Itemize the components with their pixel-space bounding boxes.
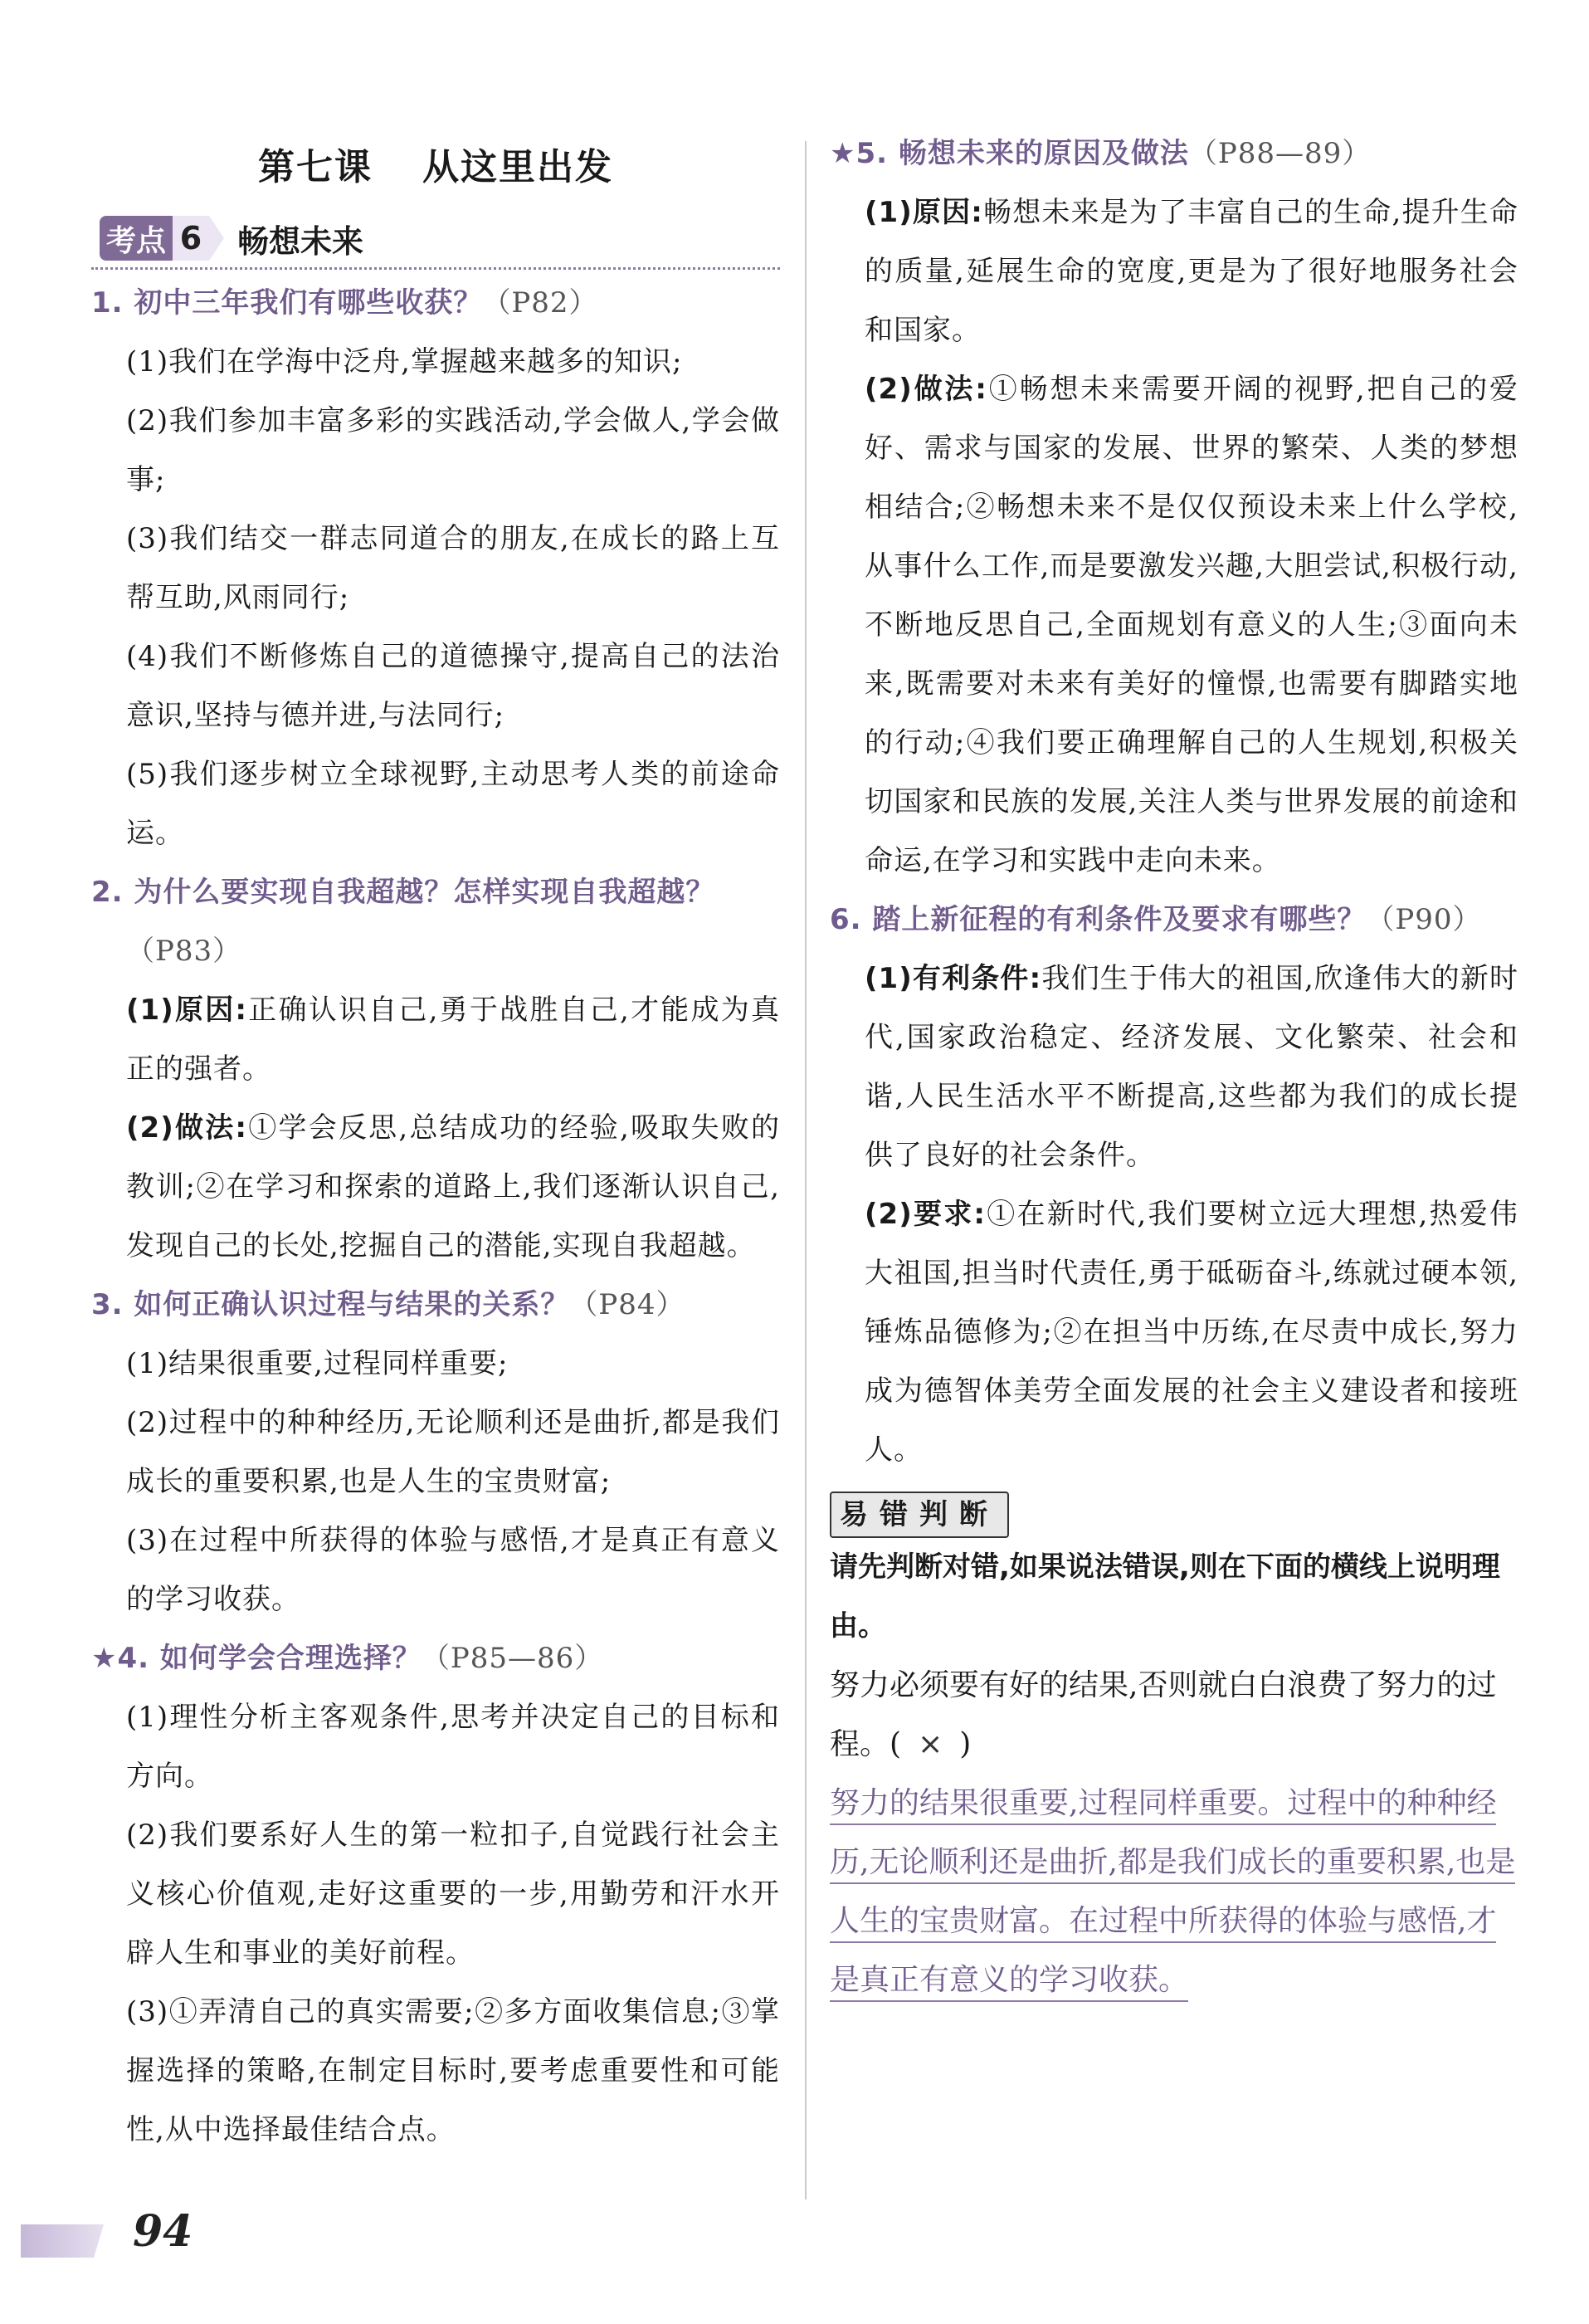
lesson-name: 从这里出发 <box>422 146 613 188</box>
error-judgment-statement: 努力必须要有好的结果,否则就白白浪费了努力的过程。( × ) <box>830 1668 1497 1761</box>
question-5: ★5. 畅想未来的原因及做法（P88—89） <box>830 137 1372 170</box>
question-1: 1. 初中三年我们有哪些收获？（P82） <box>91 286 598 320</box>
wrong-mark-icon: × <box>918 1727 943 1761</box>
answer-3-2: (2)过程中的种种经历,无论顺利还是曲折,都是我们成长的重要积累,也是人生的宝贵财富; <box>126 1406 780 1498</box>
error-judgment-answer: 努力的结果很重要,过程同样重要。过程中的种种经历,无论顺利还是曲折,都是我们成长的重要积累,也是人生的宝贵财富。在过程中所获得的体验与感悟,才是真正有意义的学习收获。 <box>830 1774 1518 2009</box>
lesson-title <box>91 137 780 190</box>
footer-decoration <box>21 2224 104 2258</box>
exam-point-number: 6 <box>173 216 209 261</box>
dotted-divider <box>91 267 780 270</box>
exam-point-header <box>100 212 363 265</box>
answer-1-2: (2)我们参加丰富多彩的实践活动,学会做人,学会做事; <box>126 404 780 496</box>
answer-2-2: (2)做法:①学会反思,总结成功的经验,吸取失败的教训;②在学习和探索的道路上,我们逐渐认识自己,发现自己的长处,挖掘自己的潜能,实现自我超越。 <box>126 1111 780 1262</box>
answer-3-1: (1)结果很重要,过程同样重要; <box>126 1347 509 1380</box>
right-questions <box>830 124 1518 2009</box>
lesson-number: 第七课 <box>258 146 373 188</box>
question-2: 2. 为什么要实现自我超越？怎样实现自我超越？（P83） <box>91 876 715 968</box>
answer-5-2: (2)做法:①畅想未来需要开阔的视野,把自己的爱好、需求与国家的发展、世界的繁荣、人类的梦想相结合;②畅想未来不是仅仅预设未来上什么学校,从事什么工作,而是要激发兴趣,大胆尝试,积极行动,不断地反思自己,全面规划有意义的人生;③面向未来,既需要对未来有美好的憧憬,也需要有脚踏实地的行动;④我们要正确理解自己的人生规划,积极关切国家和民族的发展,关注人类与世界发展的前途和命运,在学习和实践中走向未来。 <box>865 373 1518 877</box>
answer-1-5: (5)我们逐步树立全球视野,主动思考人类的前途命运。 <box>126 758 780 850</box>
answer-4-2: (2)我们要系好人生的第一粒扣子,自觉践行社会主义核心价值观,走好这重要的一步,用勤劳和汗水开辟人生和事业的美好前程。 <box>126 1819 780 1970</box>
error-judgment-section <box>830 1480 1518 2009</box>
answer-2-1: (1)原因:正确认识自己,勇于战胜自己,才能成为真正的强者。 <box>126 994 780 1086</box>
answer-4-3: (3)①弄清自己的真实需要;②多方面收集信息;③掌握选择的策略,在制定目标时,要考虑重要性和可能性,从中选择最佳结合点。 <box>126 1995 780 2146</box>
error-judgment-instruction: 请先判断对错,如果说法错误,则在下面的横线上说明理由。 <box>830 1550 1500 1643</box>
answer-5-1: (1)原因:畅想未来是为了丰富自己的生命,提升生命的质量,延展生命的宽度,更是为了很好地服务社会和国家。 <box>865 196 1518 347</box>
answer-6-1: (1)有利条件:我们生于伟大的祖国,欣逢伟大的新时代,国家政治稳定、经济发展、文化繁荣、社会和谐,人民生活水平不断提高,这些都为我们的成长提供了良好的社会条件。 <box>865 962 1518 1172</box>
exam-point-label: 考点 <box>100 216 173 261</box>
question-6: 6. 踏上新征程的有利条件及要求有哪些？（P90） <box>830 903 1482 936</box>
question-3: 3. 如何正确认识过程与结果的关系？（P84） <box>91 1288 685 1321</box>
answer-1-4: (4)我们不断修炼自己的道德操守,提高自己的法治意识,坚持与德并进,与法同行; <box>126 640 780 732</box>
answer-1-3: (3)我们结交一群志同道合的朋友,在成长的路上互帮互助,风雨同行; <box>126 522 780 614</box>
question-4: ★4. 如何学会合理选择？（P85—86） <box>91 1642 604 1675</box>
column-divider <box>805 141 807 2200</box>
page-number: 94 <box>133 2206 193 2257</box>
error-judgment-label: 易错判断 <box>830 1492 1009 1538</box>
left-questions <box>91 274 780 2160</box>
answer-3-3: (3)在过程中所获得的体验与感悟,才是真正有意义的学习收获。 <box>126 1524 780 1616</box>
answer-6-2: (2)要求:①在新时代,我们要树立远大理想,热爱伟大祖国,担当时代责任,勇于砥砺奋斗,练就过硬本领,锤炼品德修为;②在担当中历练,在尽责中成长,努力成为德智体美劳全面发展的社会主义建设者和接班人。 <box>865 1198 1518 1467</box>
chevron-right-icon <box>209 216 224 261</box>
answer-1-1: (1)我们在学海中泛舟,掌握越来越多的知识; <box>126 345 683 378</box>
exam-point-title: 畅想未来 <box>237 222 364 260</box>
answer-4-1: (1)理性分析主客观条件,思考并决定自己的目标和方向。 <box>126 1701 780 1793</box>
